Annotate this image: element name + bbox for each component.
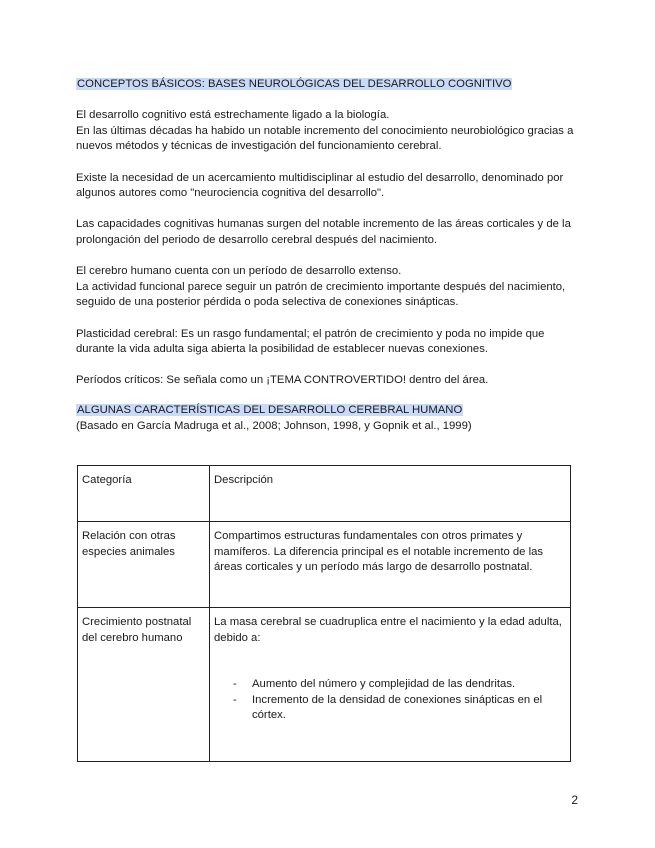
paragraph-plasticity: Plasticidad cerebral: Es un rasgo fundamental; el patrón de crecimiento y poda no impide que durante la vida adulta siga abierta la posibilidad de establecer nuevas conexiones. [76,327,545,356]
list-item: - Incremento de la densidad de conexiones sinápticas en el córtex. [252,693,566,724]
paragraph-development-period: El cerebro humano cuenta con un período de desarrollo extenso. [76,265,402,278]
list-item: - Aumento del número y complejidad de las dendritas. [252,677,566,693]
paragraph-neurobiology: En las últimas décadas ha habido un notable incremento del conocimiento neurobiológico gracias a nuevos métodos y técnicas de investigación del funcionamiento cerebral. [76,124,574,153]
table-header-row [78,466,571,522]
section-basic-concepts [76,77,576,389]
row-description: Compartimos estructuras fundamentales con otros primates y mamíferos. La diferencia principal es el notable incremento de las áreas corticales y un período más largo de desarrollo postnatal. [210,522,571,608]
paragraph-cognitive-capacities: Las capacidades cognitivas humanas surgen del notable incremento de las áreas corticales y de la prolongación del periodo de desarrollo cerebral después del nacimiento. [76,218,571,246]
section-heading [76,77,576,93]
section-heading [76,403,596,419]
heading-highlight: ALGUNAS CARACTERÍSTICAS DEL DESARROLLO CEREBRAL HUMANO [77,404,463,416]
source-citation: (Basado en García Madruga et al., 2008; Johnson, 1998, y Gopnik et al., 1999) [76,419,472,432]
row-category: Crecimiento postnatal del cerebro humano [78,608,210,762]
heading-highlight: CONCEPTOS BÁSICOS: BASES NEUROLÓGICAS DEL DESARROLLO COGNITIVO [77,78,512,90]
header-description: Descripción [210,466,571,522]
section-brain-characteristics [76,403,596,434]
row-description [210,608,571,762]
bullet-list [214,677,566,724]
paragraph-multidisciplinary: Existe la necesidad de un acercamiento multidisciplinar al estudio del desarrollo, denominado por algunos autores como "neurociencia cognitiva del desarrollo". [76,171,564,200]
table-row [78,608,571,762]
paragraph-biology: El desarrollo cognitivo está estrechamente ligado a la biología. [76,109,390,122]
page-number: 2 [571,793,578,807]
paragraph-functional-activity: La actividad funcional parece seguir un patrón de crecimiento importante después del nacimiento, seguido de una posterior pérdida o poda selectiva de conexiones sinápticas. [76,280,566,309]
paragraph-critical-periods: Períodos críticos: Se señala como un ¡TEMA CONTROVERTIDO! dentro del área. [76,374,489,387]
header-category: Categoría [78,466,210,522]
row-category: Relación con otras especies animales [78,522,210,608]
table-row [78,522,571,608]
row-description-text: La masa cerebral se cuadruplica entre el nacimiento y la edad adulta, debido a: [214,616,562,644]
characteristics-table [77,465,571,762]
